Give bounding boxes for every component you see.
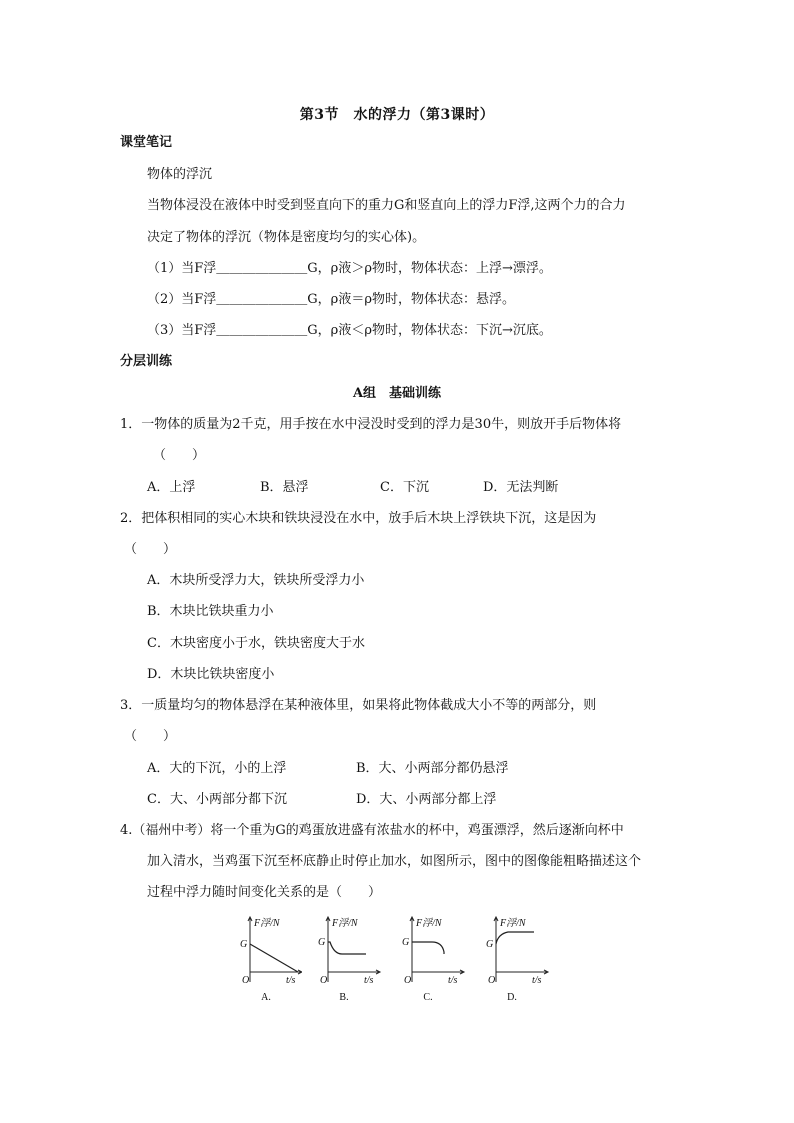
- section-heading-practice: 分层训练: [120, 354, 173, 369]
- notes-line-2: 当物体浸没在液体中时受到竖直向下的重力G和竖直向上的浮力F浮,这两个力的合力: [147, 198, 626, 213]
- graph-b-x-label: t/s: [364, 975, 374, 986]
- graph-d-caption: D.: [507, 992, 517, 1003]
- graph-a-caption: A.: [261, 992, 271, 1003]
- graph-a-x-label: t/s: [286, 975, 296, 986]
- question-2-option-c: C．木块密度小于水，铁块密度大于水: [147, 636, 365, 651]
- question-3-stem: 3．一质量均匀的物体悬浮在某种液体里，如果将此物体截成大小不等的两部分，则: [120, 698, 597, 713]
- question-3-bracket: （ ）: [124, 729, 177, 744]
- page-title: 第3节 水的浮力（第3课时）: [299, 107, 495, 123]
- graph-c-x-label: t/s: [448, 975, 458, 986]
- question-3-option-c: C．大、小两部分都下沉: [147, 792, 287, 807]
- graph-d-origin-label: O: [488, 975, 496, 986]
- question-4-line-2: 加入清水，当鸡蛋下沉至杯底静止时停止加水，如图所示，图中的图像能粗略描述这个: [147, 854, 642, 869]
- question-1-option-b: B．悬浮: [260, 480, 309, 495]
- graph-a-origin-label: O: [242, 975, 250, 986]
- graph-d-g-label: G: [486, 939, 494, 950]
- graph-b-y-label: F浮/N: [332, 918, 358, 929]
- graph-b-g-label: G: [318, 937, 326, 948]
- graph-a-y-label: F浮/N: [254, 918, 280, 929]
- graph-a-g-label: G: [240, 939, 248, 950]
- graph-c: [400, 912, 470, 1008]
- section-heading-notes: 课堂笔记: [120, 135, 173, 150]
- notes-line-1: 物体的浮沉: [147, 167, 213, 182]
- question-4-line-3: 过程中浮力随时间变化关系的是（ ）: [147, 885, 382, 900]
- graph-a: [232, 912, 302, 1008]
- question-3-option-b: B．大、小两部分都仍悬浮: [356, 761, 509, 776]
- notes-line-4: （1）当F浮＿＿＿＿＿＿＿G，ρ液＞ρ物时，物体状态：上浮→漂浮。: [147, 261, 552, 276]
- graph-d: [484, 912, 554, 1008]
- question-4-line-1: 4.（福州中考）将一个重为G的鸡蛋放进盛有浓盐水的杯中，鸡蛋漂浮，然后逐渐向杯中: [120, 823, 624, 838]
- graph-b-caption: B.: [339, 992, 349, 1003]
- notes-line-3: 决定了物体的浮沉（物体是密度均匀的实心体)。: [147, 230, 426, 245]
- question-3-option-d: D．大、小两部分都上浮: [356, 792, 497, 807]
- group-a-heading: A组 基础训练: [352, 386, 442, 401]
- question-2-option-b: B．木块比铁块重力小: [147, 604, 274, 619]
- question-1-option-d: D．无法判断: [483, 480, 559, 495]
- notes-line-6: （3）当F浮＿＿＿＿＿＿＿G，ρ液＜ρ物时，物体状态：下沉→沉底。: [147, 323, 552, 338]
- question-1-bracket: （ ）: [153, 448, 206, 463]
- notes-line-5: （2）当F浮＿＿＿＿＿＿＿G，ρ液＝ρ物时，物体状态：悬浮。: [147, 292, 515, 307]
- question-2-option-d: D．木块比铁块密度小: [147, 667, 275, 682]
- question-1-option-a: A．上浮: [147, 480, 196, 495]
- question-4-graphs: [232, 912, 572, 1008]
- graph-c-caption: C.: [423, 992, 433, 1003]
- question-3-option-a: A．大的下沉，小的上浮: [147, 761, 287, 776]
- graph-c-origin-label: O: [404, 975, 412, 986]
- question-1-stem: 1．一物体的质量为2千克，用手按在水中浸没时受到的浮力是30牛，则放开手后物体将: [120, 417, 622, 432]
- graph-c-y-label: F浮/N: [416, 918, 442, 929]
- question-2-stem: 2．把体积相同的实心木块和铁块浸没在水中，放手后木块上浮铁块下沉，这是因为: [120, 511, 597, 526]
- graph-d-y-label: F浮/N: [500, 918, 526, 929]
- question-1-option-c: C．下沉: [380, 480, 429, 495]
- question-2-bracket: （ ）: [124, 542, 177, 557]
- graph-b: [316, 912, 386, 1008]
- graph-b-origin-label: O: [320, 975, 328, 986]
- graph-d-x-label: t/s: [532, 975, 542, 986]
- graph-c-g-label: G: [402, 937, 410, 948]
- question-2-option-a: A．木块所受浮力大，铁块所受浮力小: [147, 573, 365, 588]
